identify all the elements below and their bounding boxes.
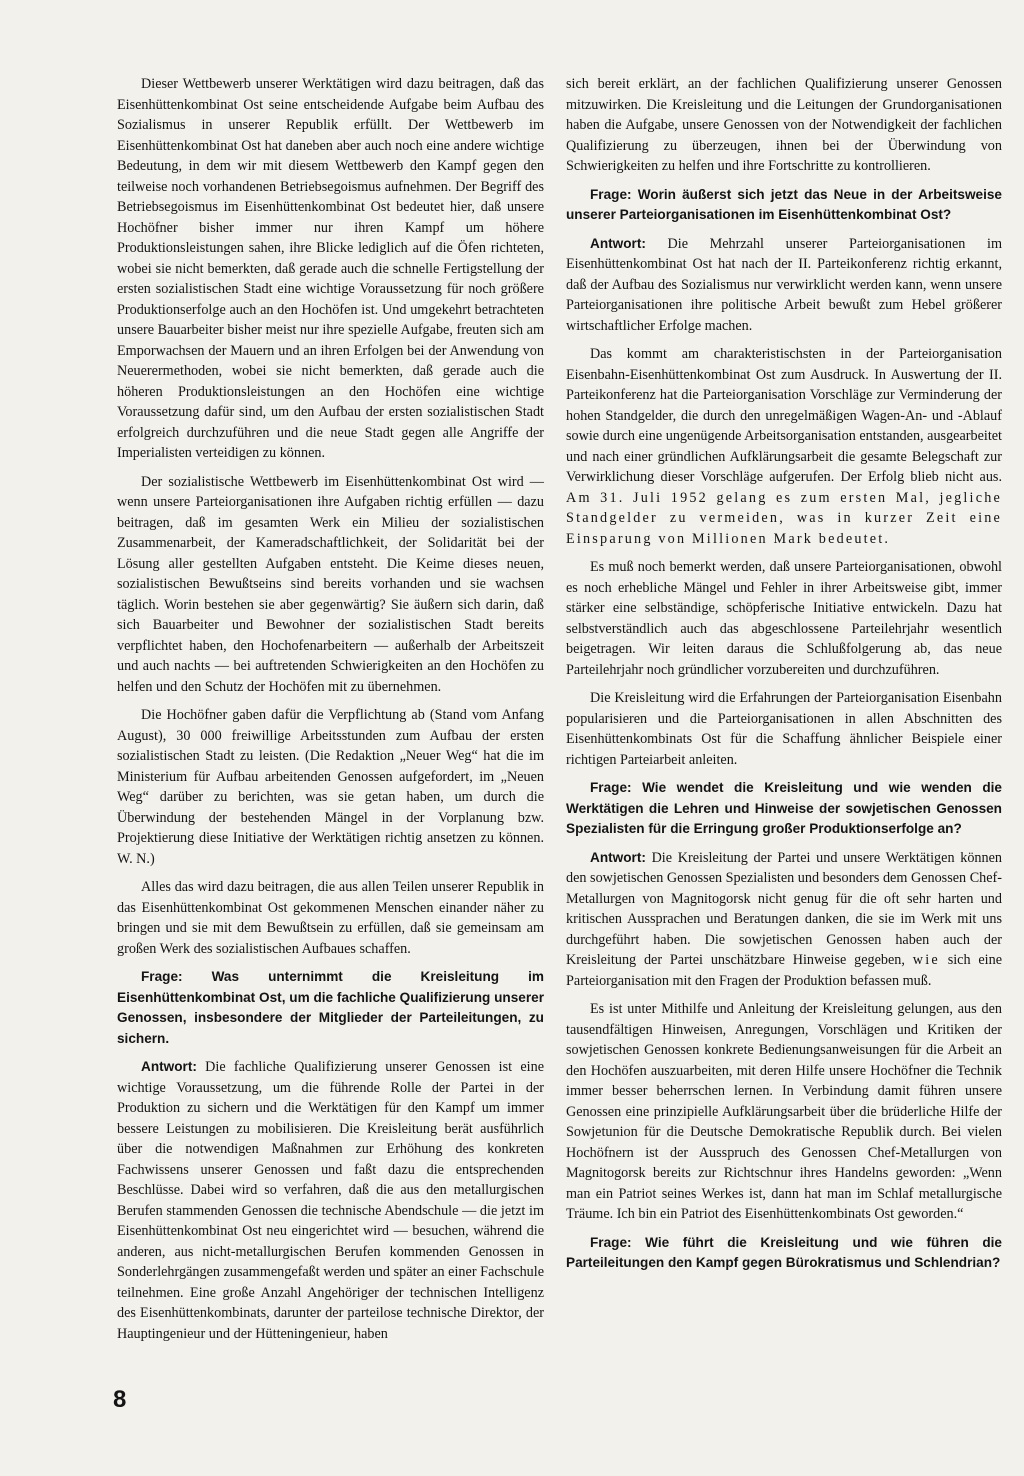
answer-paragraph [566, 848, 1002, 992]
paragraph: Es muß noch bemerkt werden, daß unsere Parteiorganisationen, obwohl es noch erhebliche Mängel und Fehler in ihrer Arbeitsweise gibt, immer stärker eine selbständige, schöpferische Initiative entwickeln. Dazu hat selbstverständlich auch das abgeschlossene Parteilehrjahr wesentlich beigetragen. Wir leiten daraus die Schlußfolgerung ab, das neue Parteilehrjahr noch gründlicher vorzubereiten und durchzuführen. [566, 559, 1002, 678]
paragraph: Dieser Wettbewerb unserer Werktätigen wird dazu beitragen, daß das Eisenhüttenkombinat Ost seine entscheidende Aufgabe beim Aufbau des Sozialismus in unserer Republik erfüllt. Der Wettbewerb im Eisenhüttenkombinat Ost hat daneben aber auch noch eine andere wichtige Bedeutung, in dem wir mit diesem Wettbewerb den Kampf gegen den teilweise noch vorhandenen Betriebsegoismus aufnehmen. Der Begriff des Betriebsegoismus im Eisenhüttenkombinat Ost bedeutet hier, daß unsere Hochöfner bisher immer nur ihren Kampf um höhere Produktionsleistungen sahen, ihre Blicke lediglich auf die Öfen richteten, wobei sie nicht bemerkten, daß gerade auch die schnelle Fertigstellung der ersten sozialistischen Stadt eine wichtige Voraussetzung für noch größere Produktionserfolge auch an den Hochöfen ist. Und umgekehrt betrachteten unsere Bauarbeiter bisher meist nur ihre spezielle Aufgabe, freuten sich am Emporwachsen der Mauern und an ihren Erfolgen bei der Anwendung von Neuerermethoden, wobei sie nicht bemerkten, daß gerade auch die höheren Produktionsleistungen an den Hochöfen eine wichtige Voraussetzung dafür sind, um den Aufbau der ersten sozialistischen Stadt erfolgreich durchzuführen und die neue Stadt gegen alle Angriffe der Imperialisten verteidigen zu können. [117, 76, 544, 461]
paragraph: Die Kreisleitung wird die Erfahrungen der Parteiorganisation Eisenbahn popularisieren und die Parteiorganisationen in allen Abschnitten des Eisenhüttenkombinats Ost für die Schaffung ähnlicher Beispiele einer richtigen Parteiarbeit anleiten. [566, 690, 1002, 768]
question-heading: Frage: Worin äußerst sich jetzt das Neue in der Arbeitsweise unserer Parteiorganisationen im Eisenhüttenkombinat Ost? [566, 186, 1002, 222]
answer-text: sich eine Parteiorganisation mit den Fragen der Produktion befassen muß. [566, 952, 1002, 989]
paragraph: Der sozialistische Wettbewerb im Eisenhüttenkombinat Ost wird — wenn unsere Parteiorganisationen ihre Aufgaben richtig erfüllen — dazu beitragen, daß im gesamten Werk ein Milieu der sozialistischen Zusammenarbeit, der Kameradschaftlichkeit, der Solidarität bei der Lösung aller gestellten Aufgaben entsteht. Die Keime dieses neuen, sozialistischen Bewußtseins sind bereits vorhanden und sie wachsen täglich. Worin bestehen sie aber gegenwärtig? Sie äußern sich darin, daß sich Bauarbeiter und Bewohner der sozialistischen Stadt bereits verpflichtet haben, den Hochofenarbeitern — außerhalb der Arbeitszeit und auch nachts — bei auftretenden Schwierigkeiten an den Hochöfen zu helfen und den Schutz der Hochöfen mit zu übernehmen. [117, 473, 544, 695]
page-number: 8 [113, 1386, 127, 1413]
paragraph: Die Hochöfner gaben dafür die Verpflichtung ab (Stand vom Anfang August), 30 000 freiwillige Arbeitsstunden zum Aufbau der ersten sozialistischen Stadt zu leisten. (Die Redaktion „Neuer Weg“ hat die im Ministerium für Aufbau arbeitenden Genossen aufgefordert, im „Neuen Weg“ darüber zu berichten, was sie getan haben, um durch die Überwindung der bestehenden Mängel in der Vorplanung bzw. Projektierung diese Initiative der Werktätigen richtig ansetzen zu können. W. N.) [117, 707, 544, 867]
answer-paragraph [566, 234, 1002, 337]
question-heading: Frage: Wie wendet die Kreisleitung und wie wenden die Werktätigen die Lehren und Hinweise der sowjetischen Genossen Spezialisten für die Erringung großer Produktionserfolge an? [566, 780, 1002, 836]
answer-text: Die Mehrzahl unserer Parteiorganisationen im Eisenhüttenkombinat Ost hat nach der II. Parteikonferenz richtig erkannt, daß der Aufbau des Sozialismus nur verwirklicht werden kann, wenn unsere Parteiorganisationen ihre politische Arbeit bewußt zum Hebel größerer wirtschaftlicher Erfolge machen. [566, 235, 1003, 334]
paragraph-text: Das kommt am charakteristischsten in der Parteiorganisation Eisenbahn-Eisenhüttenkombinat Ost zum Ausdruck. In Auswertung der II. Parteikonferenz hat die Parteiorganisation Vorschläge zur Verminderung der hohen Standgelder, die durch den unregelmäßigen Wagen-An- und -Ablauf sowie durch eine ungenügende Arbeitsorganisation entstanden, ausgearbeitet und nach einer gründlichen Aufklärungsarbeit die gesamte Belegschaft zur Verwirklichung dieser Vorschläge aufgerufen. Der Erfolg blieb nicht aus. [566, 346, 1002, 485]
answer-label: Antwort: [141, 1059, 197, 1074]
answer-text: Die Kreisleitung der Partei und unsere Werktätigen können den sowjetischen Genossen Spezialisten und besonders dem Genossen Chef-Metallurgen von Magnitogorsk nicht genug für die oft sehr harten und kritischen Aussprachen und Beratungen danken, die sie im Werk mit uns durchgeführt haben. Die sowjetischen Genossen haben auch der Kreisleitung der Partei unschätzbare Hinweise gegeben, [566, 849, 1002, 968]
answer-label: Antwort: [590, 849, 646, 865]
left-column [117, 74, 544, 1352]
paragraph: Es ist unter Mithilfe und Anleitung der Kreisleitung gelungen, aus den tausendfältigen Hinweisen, Anregungen, Vorschlägen und Kritiken der sowjetischen Genossen konkrete Bedienungsanweisungen für die Arbeit an den Hochöfen auszuarbeiten, mit deren Hilfe unsere Hochöfner die Technik immer besser beherrschen lernen. In Verbindung damit führen unsere Genossen eine prinzipielle Aufklärungsarbeit über die brüderliche Hilfe der Sowjetunion für die Deutsche Demokratische Republik durch. Bei vielen Hochöfnern ist der Ausspruch des Genossen Chef-Metallurgen von Magnitogorsk bereits zur Richtschnur ihres Handelns geworden: „Wenn man ein Patriot seines Werkes ist, dann hat man im Schlaf metallurgische Träume. Ich bin ein Patriot des Eisenhüttenkombinats Ost geworden.“ [566, 1001, 1002, 1222]
answer-label: Antwort: [590, 235, 646, 251]
paragraph-continued: sich bereit erklärt, an der fachlichen Qualifizierung unserer Genossen mitzuwirken. Die Kreisleitung und die Leitungen der Grundorganisationen haben die Aufgabe, unsere Genossen von der Notwendigkeit der fachlichen Qualifizierung zu überzeugen, ihnen bei der Überwindung von Schwierigkeiten zu helfen und ihre Fortschritte zu kontrollieren. [566, 76, 1002, 174]
question-heading: Frage: Was unternimmt die Kreisleitung im Eisenhüttenkombinat Ost, um die fachliche Qualifizierung unserer Genossen, insbesondere der Mitglieder der Parteileitungen, zu sichern. [117, 969, 544, 1046]
right-column [566, 74, 1002, 1282]
paragraph [566, 344, 1002, 549]
question-heading: Frage: Wie führt die Kreisleitung und wie führen die Parteileitungen den Kampf gegen Bürokratismus und Schlendrian? [566, 1234, 1002, 1270]
paragraph: Alles das wird dazu beitragen, die aus allen Teilen unserer Republik in das Eisenhüttenkombinat Ost gekommenen Menschen einander näher zu bringen und sie mit dem Bewußtsein zu erfüllen, daß sie gemeinsam am großen Werk des sozialistischen Aufbaues schaffen. [117, 879, 544, 957]
emphasized-text: wie [912, 952, 940, 968]
answer-paragraph [117, 1057, 544, 1344]
emphasized-text: Am 31. Juli 1952 gelang es zum ersten Mal, jegliche Standgelder zu vermeiden, was in kurzer Zeit eine Einsparung von Millionen Mark bedeutet. [566, 489, 1002, 547]
answer-text: Die fachliche Qualifizierung unserer Genossen ist eine wichtige Voraussetzung, um die führende Rolle der Partei in der Produktion zu sichern und die Werktätigen für den Kampf um immer bessere Leistungen zu mobilisieren. Die Kreisleitung berät ausführlich über die notwendigen Maßnahmen zur Erhöhung des konkreten Fachwissens unserer Genossen und faßt dazu die entsprechenden Beschlüsse. Dabei wird so verfahren, daß die aus den metallurgischen Berufen stammenden Genossen die technische Abendschule — die jetzt im Eisenhüttenkombinat Ost neu eingerichtet wird — besuchen, während die anderen, aus nicht-metallurgischen Berufen kommenden Genossen in Sonderlehrgängen zusammengefaßt werden und später an einer Fachschule teilnehmen. Eine große Anzahl Angehöriger der technischen Intelligenz des Eisenhüttenkombinats, darunter der parteilose technische Direktor, der Hauptingenieur und der Hütteningenieur, haben [117, 1059, 544, 1342]
